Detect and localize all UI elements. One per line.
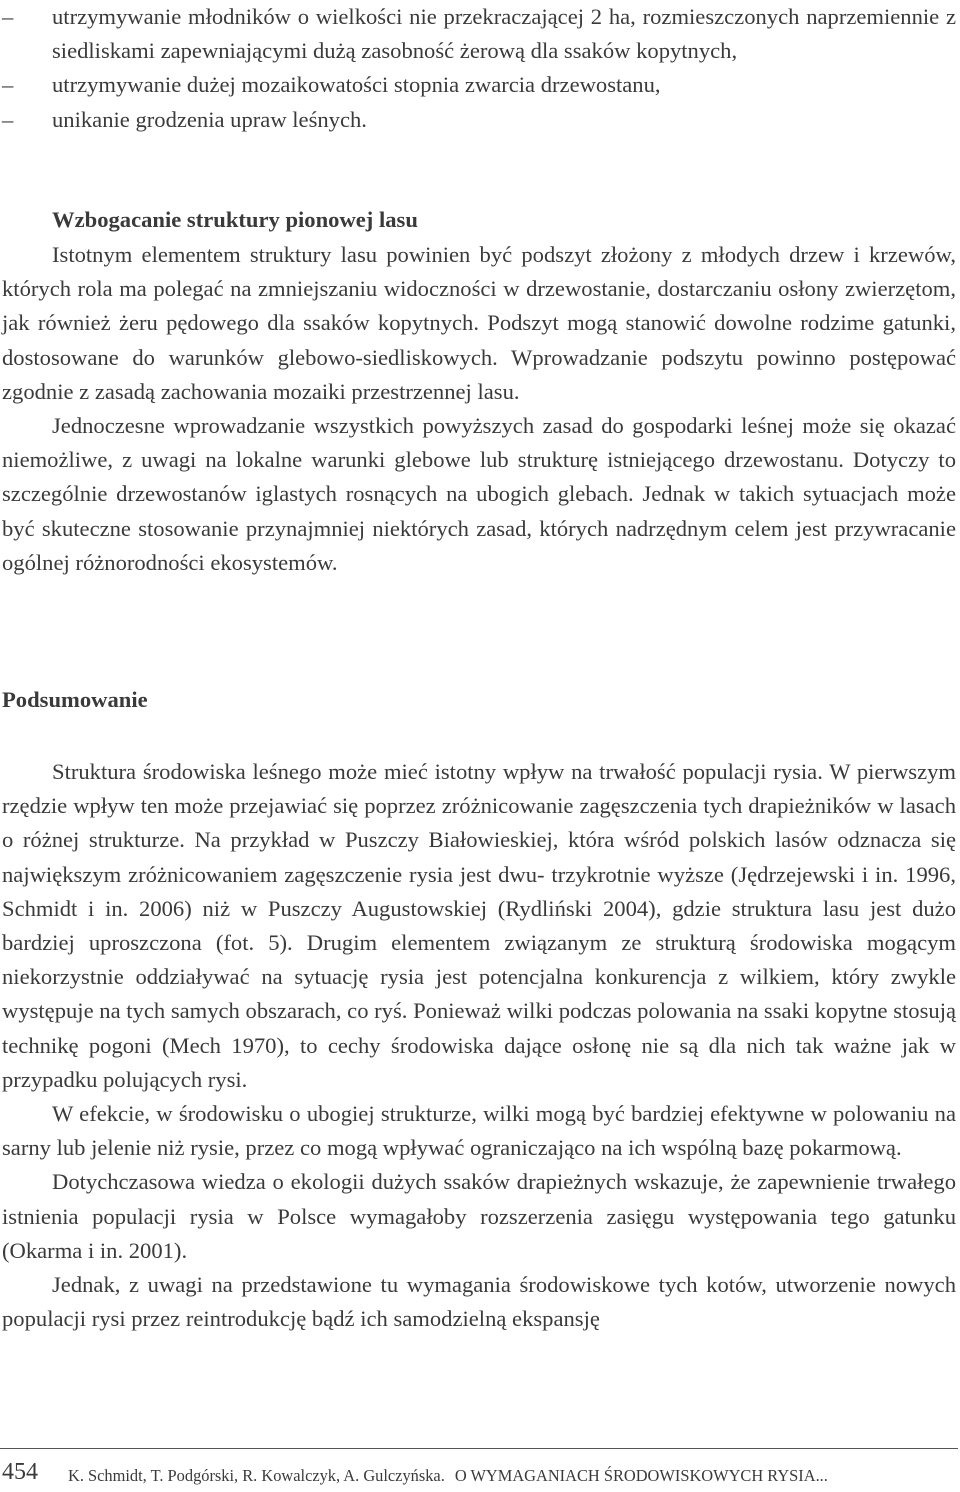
footer-title: O WYMAGANIACH ŚRODOWISKOWYCH RYSIA...: [454, 1466, 828, 1485]
section-body: [2, 755, 956, 1336]
footer-divider: [0, 1448, 958, 1449]
paragraph: Jednak, z uwagi na przedstawione tu wymagania środowiskowe tych kotów, utworzenie nowych populacji rysi przez reintrodukcję bądź ich samodzielną ekspansję: [2, 1272, 956, 1332]
paragraph: W efekcie, w środowisku o ubogiej strukturze, wilki mogą być bardziej efektywne w polowaniu na sarny lub jelenie niż rysie, przez co mogą wpływać ograniczająco na ich wspólną bazę pokarmową.: [2, 1101, 956, 1161]
paragraph: Struktura środowiska leśnego może mieć istotny wpływ na trwałość populacji rysia. W pierwszym rzędzie wpływ ten może przejawiać się poprzez zróżnicowanie zagęszczenia tych drapieżników w lasach o różnej strukturze. Na przykład w Puszczy Białowieskiej, która wśród polskich lasów odznacza się największym zróżnicowaniem zagęszczenie rysia jest dwu- trzykrotnie wyższe (Jędrzejewski i in. 1996, Schmidt i in. 2006) niż w Puszczy Augustowskiej (Rydliński 2004), gdzie struktura lasu jest dużo bardziej uproszczona (fot. 5). Drugim elementem związanym ze strukturą środowiska mogącym niekorzystnie oddziaływać na sytuację rysia jest potencjalna konkurencja z wilkiem, który zwykle występuje na tych samych obszarach, co ryś. Ponieważ wilki podczas polowania na ssaki kopytne stosują technikę pogoni (Mech 1970), to cechy środowiska dające osłonę nie są dla nich tak ważne jak w przypadku polujących rysi.: [2, 759, 956, 1092]
bullet-dash: –: [2, 106, 14, 132]
list-item: [0, 103, 956, 137]
bullet-text: utrzymywanie dużej mozaikowatości stopnia zwarcia drzewostanu,: [52, 72, 661, 98]
bullet-dash: –: [2, 4, 14, 29]
bullet-dash: –: [2, 72, 14, 98]
subsection-body: [2, 238, 956, 580]
bullet-list: [0, 0, 956, 137]
paragraph: Dotychczasowa wiedza o ekologii dużych ssaków drapieżnych wskazuje, że zapewnienie trwałego istnienia populacji rysia w Polsce wymagałoby rozszerzenia zasięgu występowania tego gatunku (Okarma i in. 2001).: [2, 1169, 956, 1263]
list-item: [0, 68, 956, 102]
list-item: [0, 0, 956, 68]
paragraph: Jednoczesne wprowadzanie wszystkich powyższych zasad do gospodarki leśnej może się okazać niemożliwe, z uwagi na lokalne warunki glebowe lub strukturę istniejącego drzewostanu. Dotyczy to szczególnie drzewostanów iglastych rosnących na ubogich glebach. Jednak w takich sytuacjach może być skuteczne stosowanie przynajmniej niektórych zasad, których nadrzędnym celem jest przywracanie ogólnej różnorodności ekosystemów.: [2, 413, 956, 575]
running-footer: [68, 1465, 828, 1487]
subsection-heading: Wzbogacanie struktury pionowej lasu: [52, 207, 418, 232]
section-heading: Podsumowanie: [2, 687, 148, 712]
footer-authors: K. Schmidt, T. Podgórski, R. Kowalczyk, A. Gulczyńska.: [68, 1466, 445, 1485]
paragraph: Istotnym elementem struktury lasu powinien być podszyt złożony z młodych drzew i krzewów, których rola ma polegać na zmniejszaniu widoczności w drzewostanie, dostarczaniu osłony zwierzętom, jak również żeru pędowego dla ssaków kopytnych. Podszyt mogą stanowić dowolne rodzime gatunki, dostosowane do warunków glebowo-siedliskowych. Wprowadzanie podszytu powinno postępować zgodnie z zasadą zachowania mozaiki przestrzennej lasu.: [2, 242, 956, 404]
bullet-text: unikanie grodzenia upraw leśnych.: [52, 106, 367, 132]
page-number: 454: [2, 1459, 38, 1485]
bullet-text: utrzymywanie młodników o wielkości nie przekraczającej 2 ha, rozmieszczonych naprzemiennie z siedliskami zapewniającymi dużą zasobność żerową dla ssaków kopytnych,: [52, 4, 956, 64]
